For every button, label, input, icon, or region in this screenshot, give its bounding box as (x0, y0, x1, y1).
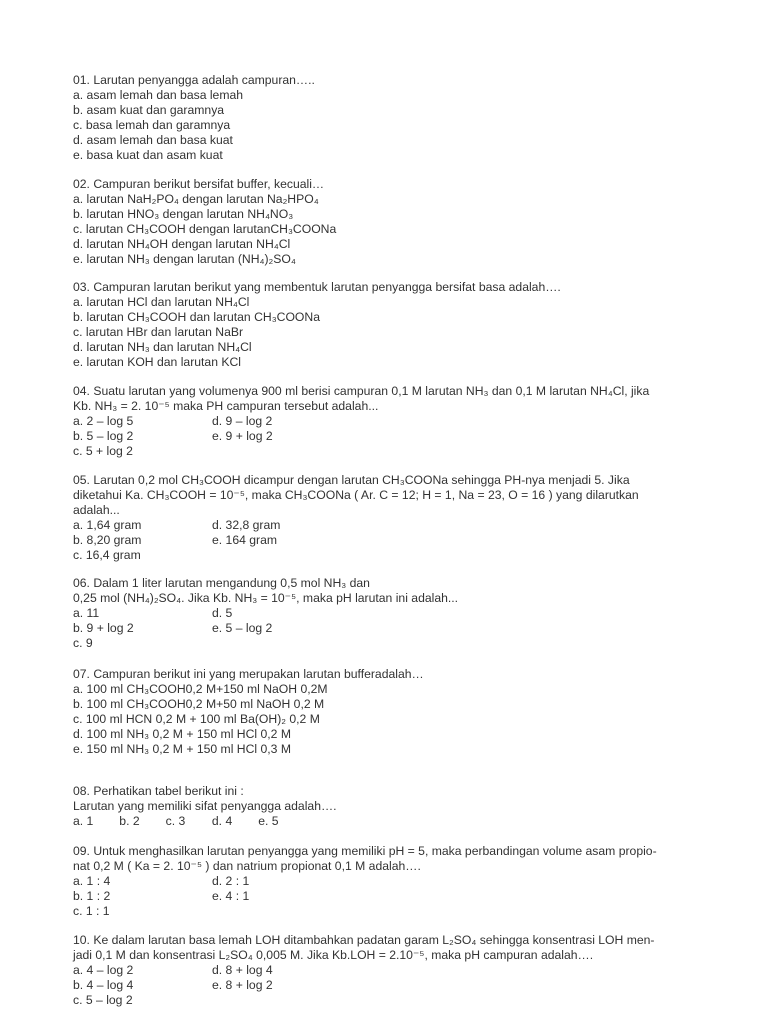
question-text: 10. Ke dalam larutan basa lemah LOH ditambahkan padatan garam L₂SO₄ sehingga konsentrasi LOH men- (73, 933, 655, 947)
options-row (73, 518, 713, 533)
question-line: a. larutan NaH₂PO₄ dengan larutan Na₂HPO₄ (73, 192, 319, 206)
question-line: b. asam kuat dan garamnya (73, 103, 225, 117)
options-row (73, 636, 713, 651)
question-text: 02. Campuran berikut bersifat buffer, kecuali… (73, 177, 325, 191)
option: d. 2 : 1 (212, 874, 250, 888)
question-7 (73, 667, 713, 757)
question-text: 08. Perhatikan tabel berikut ini : (73, 784, 244, 798)
question-line: e. larutan KOH dan larutan KCl (73, 355, 242, 369)
options-row (73, 429, 713, 444)
options-row (73, 548, 713, 563)
question-line: a. 100 ml CH₃COOH0,2 M+150 ml NaOH 0,2M (73, 682, 328, 696)
question-4 (73, 384, 713, 459)
question-text: 01. Larutan penyangga adalah campuran….. (73, 73, 315, 87)
option: e. 4 : 1 (212, 889, 250, 903)
options-row (73, 606, 713, 621)
question-8 (73, 784, 713, 829)
option: a. 4 – log 2 (73, 963, 134, 977)
option: a. 11 (73, 606, 100, 620)
option: d. 8 + log 4 (212, 963, 273, 977)
question-line: d. larutan NH₃ dan larutan NH₄Cl (73, 340, 252, 354)
option: d. 32,8 gram (212, 518, 281, 532)
options-row (73, 814, 713, 829)
options-row (73, 533, 713, 548)
option: c. 16,4 gram (73, 548, 141, 562)
option: e. 9 + log 2 (212, 429, 273, 443)
options-row (73, 963, 713, 978)
option: b. 8,20 gram (73, 533, 142, 547)
option: d. 5 (212, 606, 233, 620)
question-2 (73, 177, 713, 267)
question-line: b. larutan HNO₃ dengan larutan NH₄NO₃ (73, 207, 294, 221)
question-line: e. basa kuat dan asam kuat (73, 148, 223, 162)
option: d. 4 (211, 814, 233, 828)
question-text: 04. Suatu larutan yang volumenya 900 ml berisi campuran 0,1 M larutan NH₃ dan 0,1 M larutan NH₄Cl, jika (73, 384, 650, 398)
options-row (73, 889, 713, 904)
options-row (73, 444, 713, 459)
question-line: 0,25 mol (NH₄)₂SO₄. Jika Kb. NH₃ = 10⁻⁵, maka pH larutan ini adalah... (73, 591, 459, 605)
option: b. 4 – log 4 (73, 978, 134, 992)
question-text: 03. Campuran larutan berikut yang membentuk larutan penyangga bersifat basa adalah…. (73, 280, 561, 294)
options-row (73, 621, 713, 636)
option: b. 5 – log 2 (73, 429, 134, 443)
question-line: b. larutan CH₃COOH dan larutan CH₃COONa (73, 310, 320, 324)
question-line: Kb. NH₃ = 2. 10⁻⁵ maka PH campuran tersebut adalah... (73, 399, 379, 413)
option: c. 5 – log 2 (73, 993, 133, 1007)
question-line: a. asam lemah dan basa lemah (73, 88, 244, 102)
option: b. 1 : 2 (73, 889, 111, 903)
option: a. 1 (73, 814, 94, 828)
question-1 (73, 73, 713, 163)
question-line: b. 100 ml CH₃COOH0,2 M+50 ml NaOH 0,2 M (73, 697, 325, 711)
option: c. 3 (165, 814, 186, 828)
question-line: e. 150 ml NH₃ 0,2 M + 150 ml HCl 0,3 M (73, 742, 291, 756)
option: e. 5 (258, 814, 279, 828)
option: a. 2 – log 5 (73, 414, 134, 428)
question-line: adalah... (73, 503, 120, 517)
options-row (73, 874, 713, 889)
option: c. 1 : 1 (73, 904, 110, 918)
question-line: nat 0,2 M ( Ka = 2. 10⁻⁵ ) dan natrium propionat 0,1 M adalah…. (73, 859, 421, 873)
option: b. 9 + log 2 (73, 621, 134, 635)
question-10 (73, 933, 713, 1008)
question-line: a. larutan HCl dan larutan NH₄Cl (73, 295, 250, 309)
question-text: 09. Untuk menghasilkan larutan penyangga yang memiliki pH = 5, maka perbandingan volume asam propio- (73, 844, 657, 858)
question-3 (73, 280, 713, 370)
option: a. 1,64 gram (73, 518, 142, 532)
option: a. 1 : 4 (73, 874, 111, 888)
question-line: d. larutan NH₄OH dengan larutan NH₄Cl (73, 237, 291, 251)
option: b. 2 (119, 814, 140, 828)
question-line: c. basa lemah dan garamnya (73, 118, 231, 132)
option: c. 5 + log 2 (73, 444, 133, 458)
question-line: jadi 0,1 M dan konsentrasi L₂SO₄ 0,005 M. Jika Kb.LOH = 2.10⁻⁵, maka pH campuran adalah…. (73, 948, 594, 962)
options-row (73, 978, 713, 993)
option: e. 164 gram (212, 533, 278, 547)
question-text: 06. Dalam 1 liter larutan mengandung 0,5 mol NH₃ dan (73, 576, 370, 590)
question-line: d. asam lemah dan basa kuat (73, 133, 233, 147)
question-line: d. 100 ml NH₃ 0,2 M + 150 ml HCl 0,2 M (73, 727, 291, 741)
options-row (73, 414, 713, 429)
question-line: Larutan yang memiliki sifat penyangga adalah…. (73, 799, 337, 813)
option: c. 9 (73, 636, 93, 650)
question-6 (73, 576, 713, 651)
options-row (73, 993, 713, 1008)
question-text: 07. Campuran berikut ini yang merupakan larutan bufferadalah… (73, 667, 424, 681)
question-line: e. larutan NH₃ dengan larutan (NH₄)₂SO₄ (73, 252, 296, 266)
option: e. 5 – log 2 (212, 621, 273, 635)
question-9 (73, 844, 713, 919)
question-line: c. larutan CH₃COOH dengan larutanCH₃COONa (73, 222, 337, 236)
question-line: diketahui Ka. CH₃COOH = 10⁻⁵, maka CH₃COONa ( Ar. C = 12; H = 1, Na = 23, O = 16 ) yang dilarutkan (73, 488, 639, 502)
option: d. 9 – log 2 (212, 414, 273, 428)
question-5 (73, 473, 713, 563)
question-line: c. larutan HBr dan larutan NaBr (73, 325, 244, 339)
options-row (73, 904, 713, 919)
question-line: c. 100 ml HCN 0,2 M + 100 ml Ba(OH)₂ 0,2 M (73, 712, 320, 726)
question-text: 05. Larutan 0,2 mol CH₃COOH dicampur dengan larutan CH₃COONa sehingga PH-nya menjadi 5. Jika (73, 473, 630, 487)
option: e. 8 + log 2 (212, 978, 273, 992)
